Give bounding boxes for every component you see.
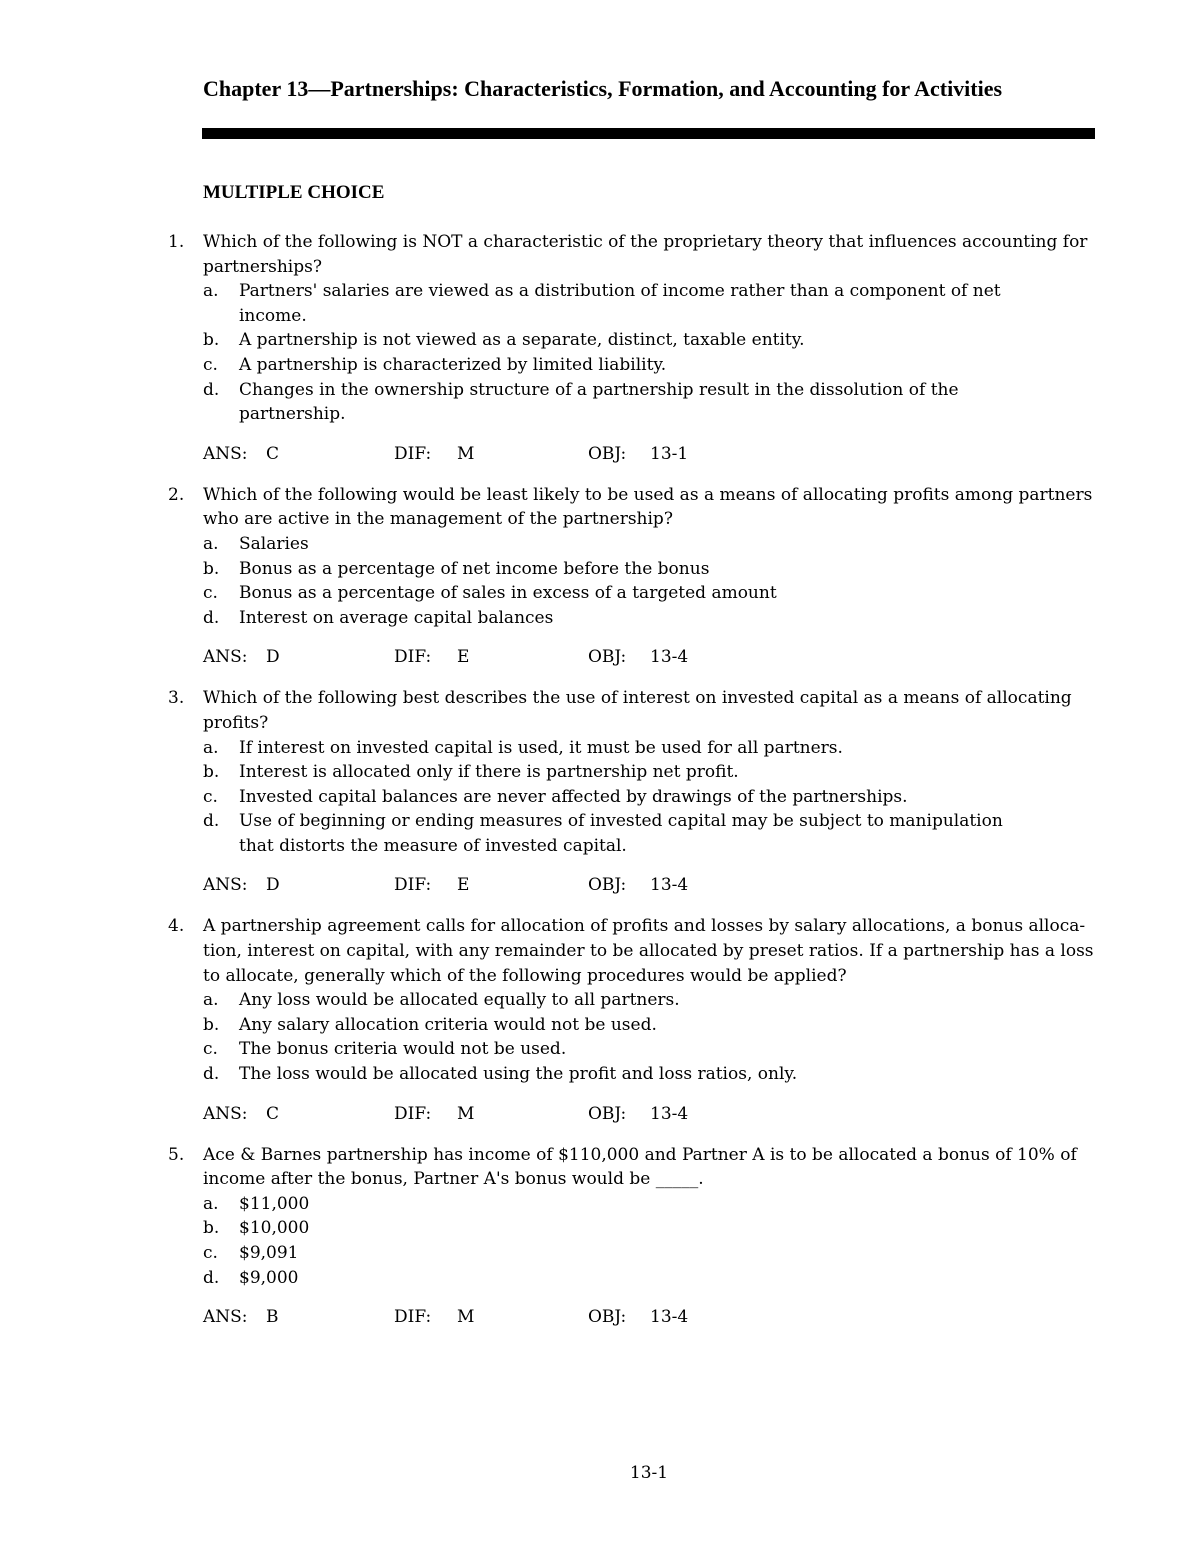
- option-letter: b.: [203, 558, 220, 579]
- ans-value: C: [266, 443, 280, 464]
- dif-value: M: [457, 1103, 475, 1124]
- option-text: If interest on invested capital is used, it must be used for all partners.: [239, 737, 843, 758]
- obj-label: OBJ:: [588, 647, 627, 668]
- option-text: $9,000: [239, 1267, 299, 1288]
- option-letter: a.: [203, 533, 219, 554]
- ans-label: ANS:: [203, 647, 248, 668]
- option-b: [203, 557, 1023, 582]
- ans-label: ANS:: [203, 1307, 248, 1328]
- question-5: [0, 1143, 1200, 1330]
- option-text: A partnership is not viewed as a separate, distinct, taxable entity.: [239, 330, 805, 351]
- ans-value: D: [266, 647, 280, 668]
- option-letter: b.: [203, 762, 220, 783]
- question-number: 3.: [168, 688, 185, 709]
- option-b: [203, 760, 1023, 785]
- option-text: Salaries: [239, 533, 309, 554]
- obj-label: OBJ:: [588, 1307, 627, 1328]
- option-text: Bonus as a percentage of net income before the bonus: [239, 558, 710, 579]
- chapter-title: Chapter 13—Partnerships: Characteristics, Formation, and Accounting for Activities: [203, 76, 1003, 101]
- answer-options: [203, 988, 1023, 1086]
- question-1: [0, 230, 1200, 466]
- option-text: $9,091: [239, 1243, 299, 1263]
- option-text: Invested capital balances are never affected by drawings of the partnerships.: [239, 786, 908, 807]
- dif-value: E: [457, 875, 470, 896]
- option-letter: d.: [203, 1267, 220, 1288]
- answer-key-row: [203, 442, 1200, 466]
- option-text: Any salary allocation criteria would not be used.: [239, 1014, 657, 1035]
- answer-key-row: [203, 873, 1200, 897]
- question-stem: Ace & Barnes partnership has income of $110,000 and Partner A is to be allocated a bonus of 10% of income after the bonus, Partner A's bonus would be _____.: [203, 1144, 1077, 1190]
- dif-label: DIF:: [394, 647, 432, 668]
- question-4: [0, 914, 1200, 1125]
- option-a: [203, 279, 1023, 328]
- question-stem: A partnership agreement calls for allocation of profits and losses by salary allocations, a bonus allocation, interest on capital, with any remainder to be allocated by preset ratios. If a partnership has a loss to allocate, generally which of the following procedures would be applied?: [203, 916, 1094, 986]
- dif-label: DIF:: [394, 443, 432, 464]
- question-3: [0, 686, 1200, 897]
- ans-value: B: [266, 1307, 279, 1328]
- option-c: [203, 1241, 1023, 1266]
- option-letter: a.: [203, 281, 219, 302]
- option-a: [203, 1192, 1023, 1217]
- option-d: [203, 606, 1023, 631]
- question-number: 2.: [168, 484, 185, 505]
- obj-label: OBJ:: [588, 443, 627, 464]
- option-text: The loss would be allocated using the profit and loss ratios, only.: [239, 1064, 798, 1085]
- answer-options: [203, 1192, 1023, 1290]
- option-text: Interest on average capital balances: [239, 607, 554, 628]
- answer-key-row: [203, 645, 1200, 669]
- obj-value: 13-1: [650, 443, 689, 464]
- option-letter: c.: [203, 583, 218, 604]
- option-a: [203, 988, 1023, 1013]
- obj-value: 13-4: [650, 1307, 689, 1328]
- option-b: [203, 1013, 1023, 1038]
- obj-value: 13-4: [650, 875, 689, 896]
- option-letter: c.: [203, 354, 218, 375]
- question-number: 5.: [168, 1144, 185, 1165]
- dif-value: M: [457, 443, 475, 464]
- option-text: $11,000: [239, 1193, 310, 1214]
- ans-label: ANS:: [203, 443, 248, 464]
- option-letter: c.: [203, 1039, 218, 1060]
- option-letter: a.: [203, 990, 219, 1011]
- option-b: [203, 328, 1023, 353]
- obj-value: 13-4: [650, 1103, 689, 1124]
- option-text: Partners' salaries are viewed as a distribution of income rather than a component of net income.: [239, 281, 1001, 326]
- option-letter: c.: [203, 786, 218, 807]
- dif-label: DIF:: [394, 1103, 432, 1124]
- answer-key-row: [203, 1305, 1200, 1329]
- option-c: [203, 785, 1023, 810]
- option-text: A partnership is characterized by limited liability.: [239, 354, 667, 375]
- answer-options: [203, 736, 1023, 859]
- ans-label: ANS:: [203, 875, 248, 896]
- dif-label: DIF:: [394, 875, 432, 896]
- ans-value: C: [266, 1103, 280, 1124]
- option-letter: d.: [203, 607, 220, 628]
- option-c: [203, 1037, 1023, 1062]
- question-2: [0, 483, 1200, 670]
- question-list: [0, 230, 1200, 1346]
- option-letter: a.: [203, 1193, 219, 1214]
- option-text: Any loss would be allocated equally to all partners.: [239, 990, 680, 1011]
- obj-value: 13-4: [650, 647, 689, 668]
- option-text: Interest is allocated only if there is partnership net profit.: [239, 762, 739, 783]
- section-heading: MULTIPLE CHOICE: [203, 182, 385, 203]
- option-c: [203, 581, 1023, 606]
- question-stem: Which of the following would be least likely to be used as a means of allocating profits among partners who are active in the management of the partnership?: [203, 484, 1093, 530]
- answer-options: [203, 532, 1023, 630]
- page-number: 13-1: [629, 1463, 669, 1483]
- option-c: [203, 353, 1023, 378]
- option-d: [203, 1062, 1023, 1087]
- option-text: Bonus as a percentage of sales in excess of a targeted amount: [239, 583, 777, 604]
- dif-label: DIF:: [394, 1307, 432, 1328]
- option-a: [203, 532, 1023, 557]
- option-letter: a.: [203, 737, 219, 758]
- title-rule: [202, 128, 1095, 139]
- option-text: Changes in the ownership structure of a partnership result in the dissolution of the partnership.: [239, 379, 959, 425]
- option-d: [203, 1266, 1023, 1291]
- option-letter: b.: [203, 330, 220, 351]
- ans-value: D: [266, 875, 280, 896]
- option-d: [203, 809, 1023, 858]
- option-letter: d.: [203, 1064, 220, 1085]
- dif-value: E: [457, 647, 470, 668]
- obj-label: OBJ:: [588, 1103, 627, 1124]
- question-stem: Which of the following best describes the use of interest on invested capital as a means of allocating profits?: [203, 688, 1072, 733]
- option-letter: b.: [203, 1014, 220, 1035]
- question-number: 1.: [168, 232, 185, 252]
- answer-options: [203, 279, 1023, 427]
- question-number: 4.: [168, 916, 185, 937]
- dif-value: M: [457, 1307, 475, 1328]
- option-text: The bonus criteria would not be used.: [239, 1039, 567, 1060]
- option-letter: c.: [203, 1243, 218, 1263]
- option-letter: d.: [203, 811, 220, 832]
- ans-label: ANS:: [203, 1103, 248, 1124]
- option-b: [203, 1216, 1023, 1241]
- option-text: $10,000: [239, 1218, 310, 1239]
- option-letter: d.: [203, 379, 220, 400]
- option-a: [203, 736, 1023, 761]
- answer-key-row: [203, 1102, 1200, 1126]
- question-stem: Which of the following is NOT a characteristic of the proprietary theory that influences accounting for partnerships?: [203, 232, 1088, 277]
- option-text: Use of beginning or ending measures of invested capital may be subject to manipulation that distorts the measure of invested capital.: [239, 811, 1003, 856]
- option-d: [203, 378, 1023, 427]
- option-letter: b.: [203, 1218, 220, 1239]
- obj-label: OBJ:: [588, 875, 627, 896]
